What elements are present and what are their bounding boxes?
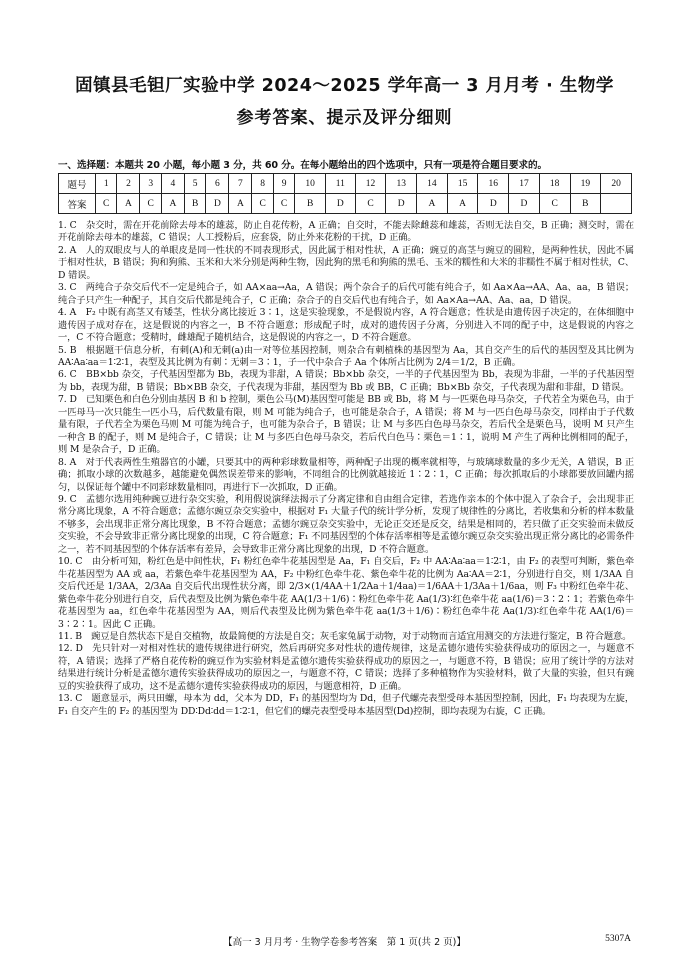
answer-cell: C	[273, 194, 294, 214]
answer-cell: B	[184, 194, 205, 214]
explanation-item: 6. C BB×bb 杂交，子代基因型都为 Bb，表现为非甜，A 错误；Bb×bb 杂交，一半的子代基因型为 Bb，表现为非甜，一半的子代基因型为 bb，表现为甜，B 错误；Bb×BB 杂交，子代表现为非甜，基因型为 Bb 或 BB，C 正确；Bb×Bb 杂交，子代表现为甜和非甜，D 错误。	[58, 369, 634, 393]
page-footer: 【高一 3 月月考 · 生物学卷参考答案 第 1 页(共 2 页)】	[223, 937, 466, 948]
explanation-item: 11. B 豌豆是自然状态下是自交植物，故最简便的方法是自交；灰毛家兔属于动物，对于动物而言适宜用测交的方法进行鉴定，B 符合题意。	[58, 630, 632, 642]
explanation-item: 12. D 先只针对一对相对性状的遗传规律进行研究，然后再研究多对性状的遗传规律，这是孟德尔遗传实验获得成功的原因之一，与题意不符，A 错误；选择了严格自花传粉的豌豆作为实验材料是孟德尔遗传实验获得成功的原因之一，与题意不符，B 错误；应用了统计学的方法对结果进行统计分析是孟德尔遗传实验获得成功的原因之一，与题意不符，C 错误；选择了多种植物作为实验材料，做了大量的实验，但只有豌豆的实验获得了成功，这不是孟德尔遗传实验获得成功的原因，与题意相符，D 正确。	[58, 643, 634, 692]
answer-cell: A	[117, 194, 140, 214]
explanations	[58, 220, 634, 718]
question-number-cell: 10	[295, 174, 326, 194]
explanation-item: 7. D 已知栗色和白色分别由基因 B 和 b 控制，栗色公马(M)基因型可能是 BB 或 Bb，将 M 与一匹栗色母马杂交，子代若全为栗色马，由于一匹母马一次只能生一匹小马，后代数量有限，则 M 可能为纯合子，也可能是杂合子，A 错误；将 M 与一匹白色母马杂交，同样由于子代数量有限，子代若全为栗色马则 M 可能为纯合子，也可能为杂合子，B 错误；让 M 与多匹白色母马杂交，若后代全是栗色马，说明 M 只产生一种含 B 的配子，则 M 是纯合子，C 错误；让 M 与多匹白色母马杂交，若后代白色马∶栗色＝1∶1，说明 M 产生了两种比例相同的配子，则 M 是杂合子，D 正确。	[58, 394, 634, 456]
question-number-cell: 13	[386, 174, 417, 194]
answer-cell: D	[206, 194, 229, 214]
question-number-cell: 19	[570, 174, 601, 194]
answer-cell: C	[96, 194, 117, 214]
answer-cell: A	[161, 194, 184, 214]
answer-cell: D	[386, 194, 417, 214]
explanation-item: 5. B 根据题干信息分析，有刺(A)和无刺(a)由一对等位基因控制，则杂合有刺植株的基因型为 Aa，其自交产生的后代的基因型及其比例为 AA∶Aa∶aa＝1∶2∶1，表型及其比例为有刺∶无刺＝3∶1，子一代中杂合子 Aa 个体所占比例为 2/4＝1/2，B 正确。	[58, 344, 634, 368]
question-number-cell: 15	[447, 174, 478, 194]
question-number-cell: 5	[184, 174, 205, 194]
question-number-cell: 16	[478, 174, 509, 194]
answer-cell: C	[539, 194, 570, 214]
answer-cell: D	[326, 194, 356, 214]
question-number-cell: 18	[539, 174, 570, 194]
question-number-cell: 4	[161, 174, 184, 194]
question-number-cell: 20	[601, 174, 632, 194]
question-number-cell: 8	[252, 174, 273, 194]
explanation-item: 4. A F₂ 中既有高茎又有矮茎，性状分离比接近 3∶1，这是实验现象，不是假说内容，A 符合题意；性状是由遗传因子决定的，在体细胞中遗传因子成对存在，这是假说的内容之一，B 不符合题意；形成配子时，成对的遗传因子分离，分别进入不同的配子中，这是假说的内容之一，C 不符合题意；受精时，雌雄配子随机结合，这是假说的内容之一，D 不符合题意。	[58, 307, 634, 344]
answer-cell: A	[229, 194, 252, 214]
question-number-cell: 1	[96, 174, 117, 194]
section-heading: 一、选择题：本题共 20 小题，每小题 3 分，共 60 分。在每小题给出的四个选项中，只有一项是符合题目要求的。	[58, 160, 548, 171]
explanation-item: 10. C 由分析可知，粉红色是中间性状，F₁ 粉红色牵牛花基因型是 Aa，F₁ 自交后，F₂ 中 AA∶Aa∶aa＝1∶2∶1，由 F₂ 的表型可判断，紫色牵牛花基因型为 AA 或 aa，若紫色牵牛花基因型为 AA，F₂ 中粉红色牵牛花、紫色牵牛花的比例为 Aa∶AA＝2∶1，分别进行自交，则 1/3AA 自交后代还是 1/3AA，2/3Aa 自交后代出现性状分离，即 2/3×(1/4AA＋1/2Aa＋1/4aa)＝1/6AA＋1/3Aa＋1/6aa，则 F₃ 中粉红色牵牛花、紫色牵牛花分别进行自交，后代表型及比例为紫色牵牛花 AA(1/3＋1/6)∶粉红色牵牛花 Aa(1/3)∶红色牵牛花 aa(1/6)＝3∶2∶1；若紫色牵牛花基因型为 aa，红色牵牛花基因型为 AA，则后代表型及比例为紫色牵牛花 aa(1/3＋1/6)∶粉红色牵牛花 Aa(1/3)∶红色牵牛花 AA(1/6)＝3∶2∶1。因此 C 正确。	[58, 556, 634, 630]
answer-cell: D	[509, 194, 540, 214]
answer-cell	[601, 194, 632, 214]
row-label-answer: 答案	[59, 194, 96, 214]
answer-cell: B	[295, 194, 326, 214]
explanation-item: 1. C 杂交时，需在开花前除去母本的雄蕊，防止自花传粉，A 正确；自交时，不能去除雌蕊和雄蕊，否则无法自交，B 正确；测交时，需在开花前除去母本的雄蕊，C 错误；人工授粉后，应套袋，防止外来花粉的干扰，D 正确。	[58, 220, 634, 244]
question-number-cell: 2	[117, 174, 140, 194]
explanation-item: 13. C 题意显示，两只田螺，母本为 dd，父本为 DD，F₁ 的基因型均为 Dd，但子代螺壳表型受母本基因型控制，因此，F₁ 均表现为左旋，F₁ 自交产生的 F₂ 的基因型为 DD∶Dd∶dd＝1∶2∶1，但它们的螺壳表型受母本基因型(Dd)控制，即均表现为右旋，C 正确。	[58, 693, 634, 717]
answer-cell: C	[140, 194, 161, 214]
answer-row	[59, 194, 632, 214]
page-subtitle: 参考答案、提示及评分细则	[236, 108, 453, 128]
question-number-cell: 6	[206, 174, 229, 194]
page-title: 固镇县毛钽厂实验中学 2024～2025 学年高一 3 月月考 · 生物学	[75, 76, 614, 96]
document-code: 5307A	[605, 934, 631, 944]
question-number-cell: 11	[326, 174, 356, 194]
explanation-item: 3. C 两纯合子杂交后代不一定是纯合子，如 AA×aa→Aa，A 错误；两个杂合子的后代可能有纯合子，如 Aa×Aa→AA、Aa、aa，B 错误；纯合子只产生一种配子，其自交后代都是纯合子，C 正确；杂合子的自交后代也有纯合子，如 Aa×Aa→AA、Aa、aa，D 错误。	[58, 282, 634, 306]
question-number-cell: 14	[417, 174, 448, 194]
question-number-cell: 7	[229, 174, 252, 194]
row-label-question: 题号	[59, 174, 96, 194]
explanation-item: 9. C 孟德尔选用纯种豌豆进行杂交实验，利用假说演绎法揭示了分离定律和自由组合定律，若选作亲本的个体中混入了杂合子，会出现非正常分离比现象，A 不符合题意；孟德尔豌豆杂交实验中，根据对 F₁ 大量子代的统计学分析，发现了规律性的分离比，若收集和分析的样本数量不够多，会出现非正常分离比现象，B 不符合题意；孟德尔豌豆杂交实验中，无论正交还是反交，结果是相同的，若只做了正交实验而未做反交实验，不会导致非正常分离比现象的出现，C 符合题意；F₁ 不同基因型的个体存活率相等是孟德尔豌豆杂交实验出现正常分离比的必需条件之一，若不同基因型的个体存活率有差异，会导致非正常分离比现象的出现，D 不符合题意。	[58, 493, 634, 555]
question-number-cell: 17	[509, 174, 540, 194]
answer-cell: C	[252, 194, 273, 214]
answer-cell: D	[478, 194, 509, 214]
explanation-item: 2. A 人的双眼皮与人的单眼皮是同一性状的不同表现形式，因此属于相对性状，A 正确；豌豆的高茎与豌豆的圆粒，是两种性状，因此不属于相对性状，B 错误；狗和狗熊、玉米和大米分别是两种生物，因此狗的黑毛和狗熊的黑毛、玉米的糯性和大米的非糯性不属于相对性状，C、D 错误。	[58, 244, 634, 281]
question-number-cell: 12	[355, 174, 386, 194]
question-number-row	[59, 174, 632, 194]
question-number-cell: 3	[140, 174, 161, 194]
answer-cell: C	[355, 194, 386, 214]
answer-cell: A	[417, 194, 448, 214]
question-number-cell: 9	[273, 174, 294, 194]
explanation-item: 8. A 对于代表两性生殖器官的小罐，只要其中的两种彩球数量相等，两种配子出现的概率就相等，与玻璃球数量的多少无关，A 错误，B 正确；抓取小球的次数越多，越能避免偶然误差带来的影响，不同组合的比例就越接近 1∶2∶1，C 正确；每次抓取后的小球都要放回罐内摇匀，以保证每个罐中不同彩球数量相同，再进行下一次抓取，D 正确。	[58, 456, 634, 493]
answer-table	[58, 173, 632, 214]
answer-cell: A	[447, 194, 478, 214]
answer-cell: B	[570, 194, 601, 214]
